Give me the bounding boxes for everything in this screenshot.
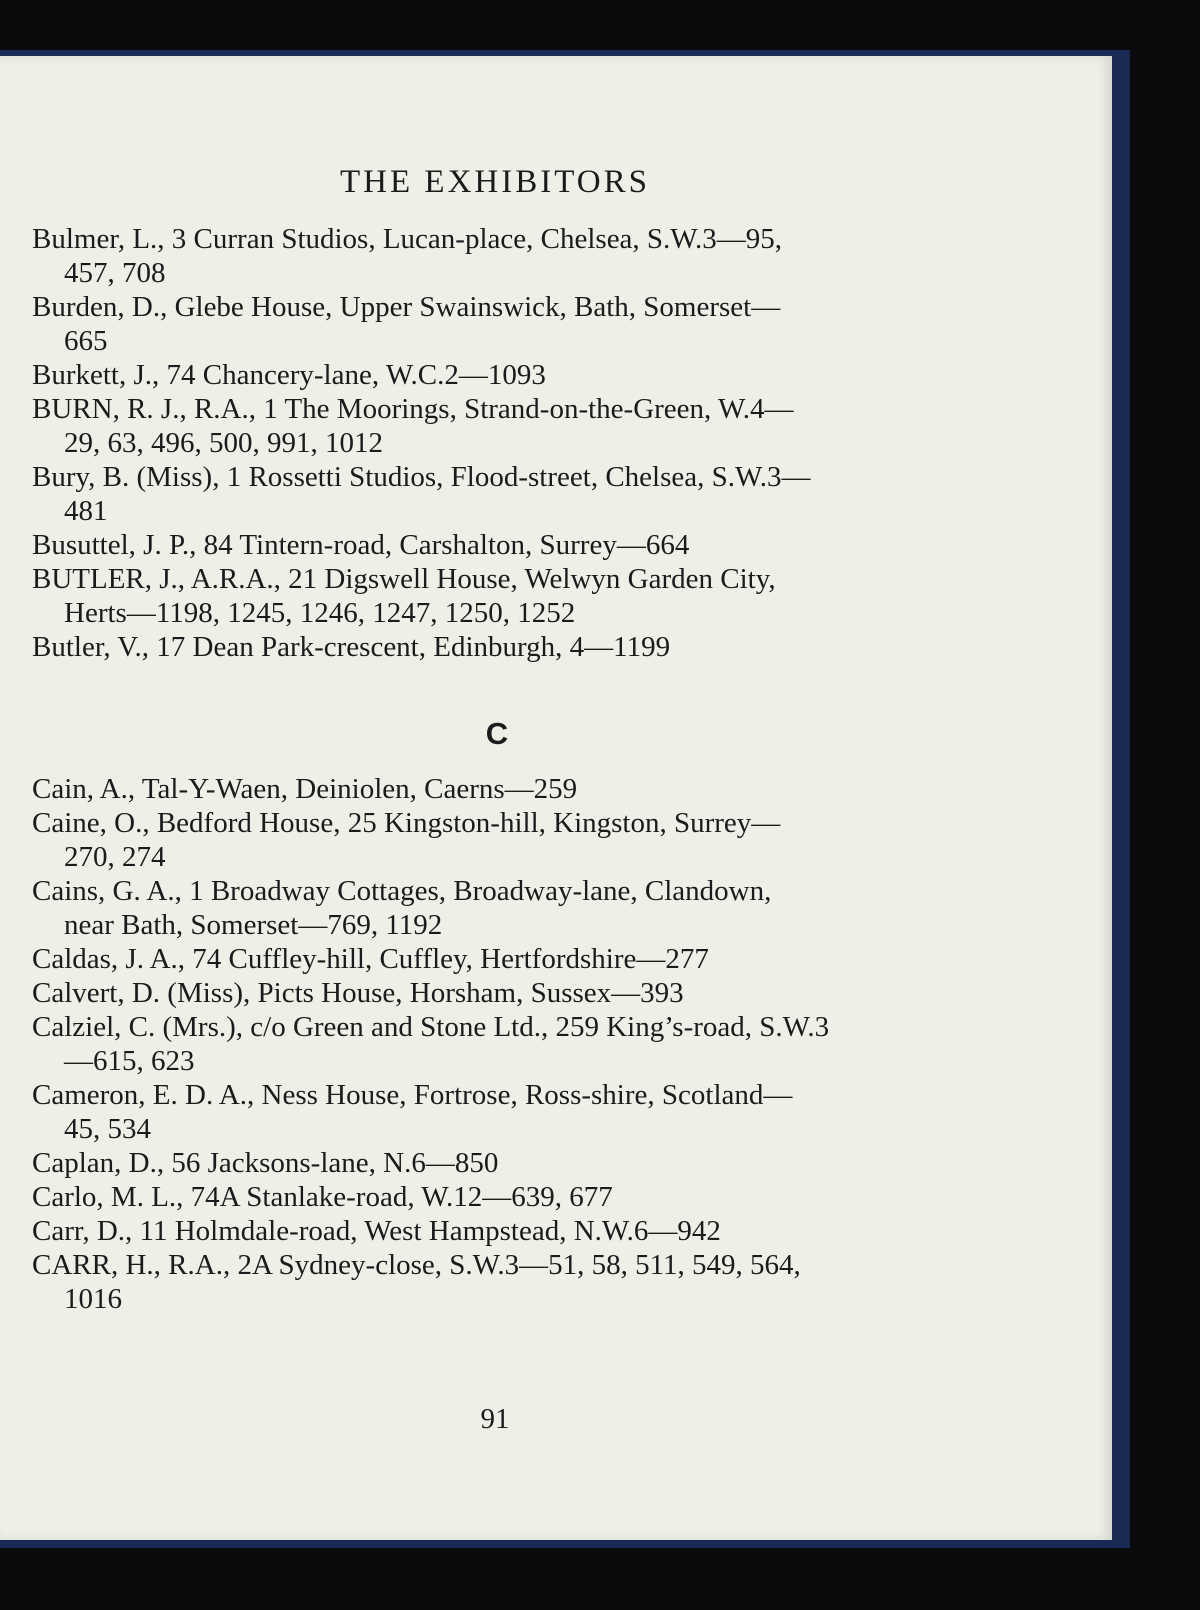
exhibitor-entry <box>32 460 962 528</box>
exhibitor-list-b <box>32 222 962 664</box>
entry-line-1: Caine, O., Bedford House, 25 Kingston-hill, Kingston, Surrey— <box>32 807 781 839</box>
entry-line-1: Cains, G. A., 1 Broadway Cottages, Broadway-lane, Clandown, <box>32 875 772 907</box>
entry-line-1: Busuttel, J. P., 84 Tintern-road, Carshalton, Surrey—664 <box>32 529 690 561</box>
page-number: 91 <box>480 1403 510 1435</box>
entry-line-2: near Bath, Somerset—769, 1192 <box>64 909 443 941</box>
entry-line-1: Carlo, M. L., 74A Stanlake-road, W.12—639, 677 <box>32 1181 613 1213</box>
exhibitor-entry <box>32 772 962 806</box>
exhibitor-entry <box>32 1078 962 1146</box>
exhibitor-entry <box>32 1214 962 1248</box>
entry-line-1: Caldas, J. A., 74 Cuffley-hill, Cuffley, Hertfordshire—277 <box>32 943 709 975</box>
entry-line-1: Butler, V., 17 Dean Park-crescent, Edinburgh, 4—1199 <box>32 631 671 663</box>
exhibitor-entry <box>32 942 962 976</box>
exhibitor-entry <box>32 630 962 664</box>
exhibitor-entry <box>32 806 962 874</box>
exhibitor-entry <box>32 1010 962 1078</box>
entry-line-1: Cain, A., Tal-Y-Waen, Deiniolen, Caerns—259 <box>32 773 578 805</box>
exhibitor-entry <box>32 528 962 562</box>
exhibitor-entry <box>32 1248 962 1316</box>
exhibitor-entry <box>32 976 962 1010</box>
entry-line-1: Burden, D., Glebe House, Upper Swainswick, Bath, Somerset— <box>32 291 781 323</box>
entry-line-2: 481 <box>64 495 108 527</box>
exhibitor-list-c <box>32 772 962 1316</box>
exhibitor-entry <box>32 290 962 358</box>
entry-line-2: 457, 708 <box>64 257 166 289</box>
entry-line-2: Herts—1198, 1245, 1246, 1247, 1250, 1252 <box>64 597 576 629</box>
entry-line-1: Bury, B. (Miss), 1 Rossetti Studios, Flood-street, Chelsea, S.W.3— <box>32 461 811 493</box>
entry-line-2: 29, 63, 496, 500, 991, 1012 <box>64 427 383 459</box>
entry-line-2: 45, 534 <box>64 1113 151 1145</box>
entry-line-2: —615, 623 <box>64 1045 195 1077</box>
exhibitor-entry <box>32 222 962 290</box>
section-letter: C <box>485 716 509 751</box>
entry-line-2: 270, 274 <box>64 841 166 873</box>
entry-line-1: Cameron, E. D. A., Ness House, Fortrose, Ross-shire, Scotland— <box>32 1079 793 1111</box>
entry-line-1: CARR, H., R.A., 2A Sydney-close, S.W.3—51, 58, 511, 549, 564, <box>32 1249 801 1281</box>
exhibitor-entry <box>32 392 962 460</box>
exhibitor-entry <box>32 1146 962 1180</box>
exhibitor-list <box>32 222 962 1316</box>
exhibitor-entry <box>32 562 962 630</box>
entry-line-1: BUTLER, J., A.R.A., 21 Digswell House, Welwyn Garden City, <box>32 563 776 595</box>
page-title: THE EXHIBITORS <box>340 164 650 200</box>
book-page <box>0 56 1112 1540</box>
entry-line-1: Calziel, C. (Mrs.), c/o Green and Stone Ltd., 259 King’s-road, S.W.3 <box>32 1011 830 1043</box>
exhibitor-entry <box>32 1180 962 1214</box>
entry-line-1: Carr, D., 11 Holmdale-road, West Hampstead, N.W.6—942 <box>32 1215 721 1247</box>
exhibitor-entry <box>32 874 962 942</box>
entry-line-1: Calvert, D. (Miss), Picts House, Horsham, Sussex—393 <box>32 977 684 1009</box>
entry-line-1: BURN, R. J., R.A., 1 The Moorings, Strand-on-the-Green, W.4— <box>32 393 794 425</box>
entry-line-2: 1016 <box>64 1283 122 1315</box>
entry-line-2: 665 <box>64 325 108 357</box>
entry-line-1: Bulmer, L., 3 Curran Studios, Lucan-place, Chelsea, S.W.3—95, <box>32 223 783 255</box>
exhibitor-entry <box>32 358 962 392</box>
entry-line-1: Burkett, J., 74 Chancery-lane, W.C.2—1093 <box>32 359 546 391</box>
entry-line-1: Caplan, D., 56 Jacksons-lane, N.6—850 <box>32 1147 499 1179</box>
